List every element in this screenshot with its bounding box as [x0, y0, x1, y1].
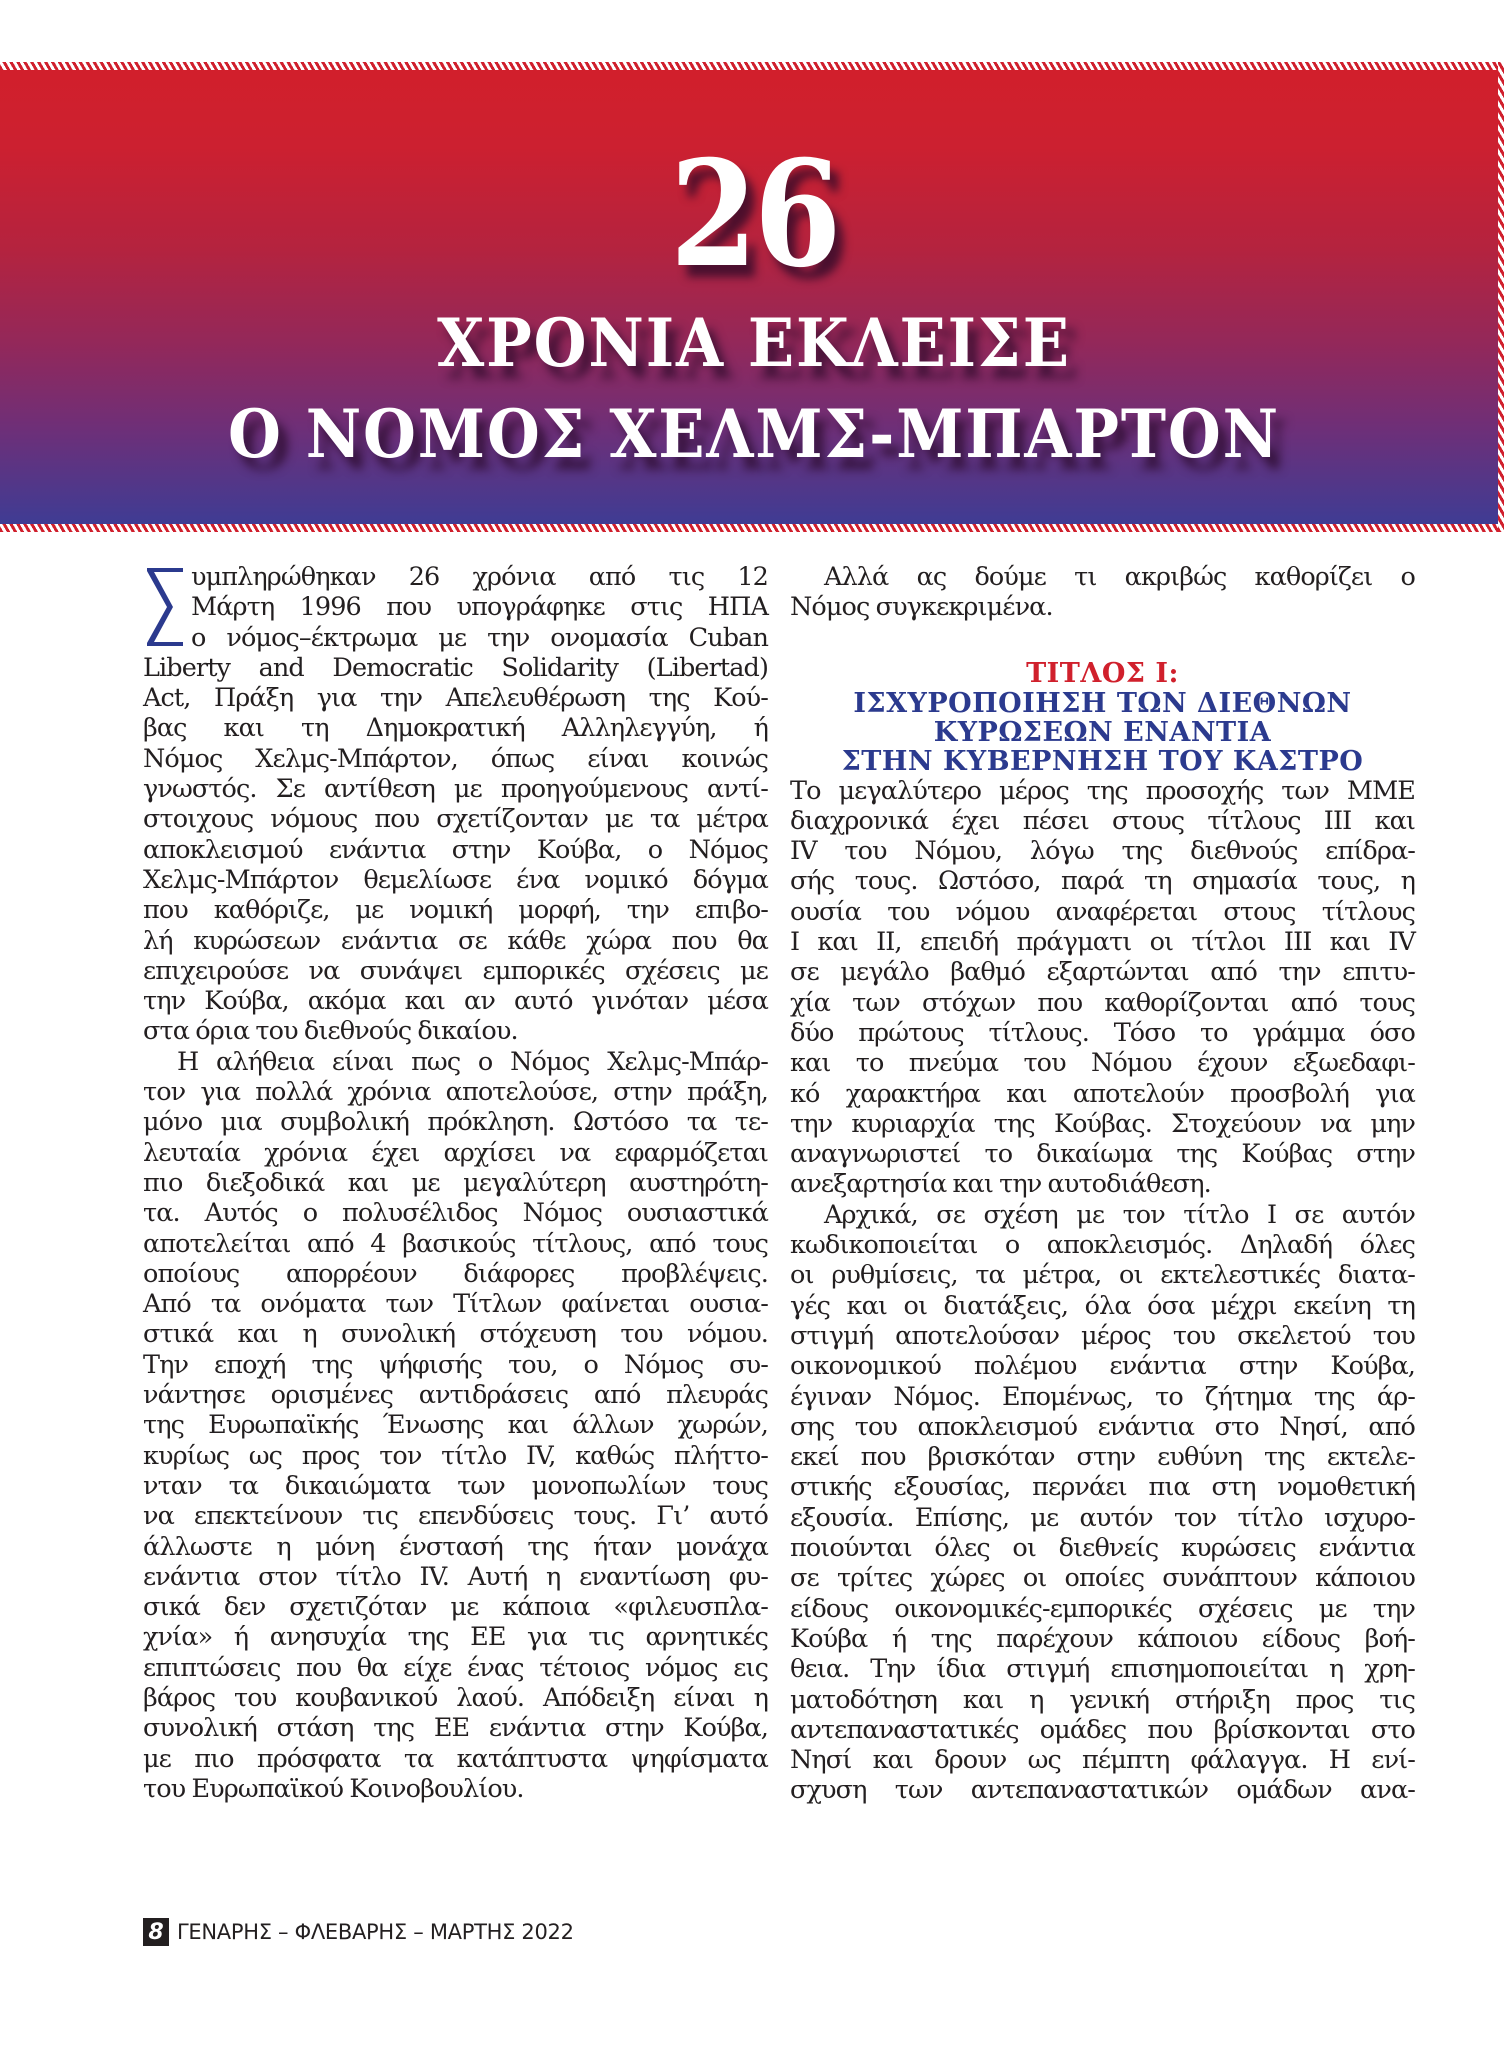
body-line: στικά και η συνολική στόχευση του νόμου.: [143, 1319, 768, 1350]
subheading-line: ΚΥΡΩΣΕΩΝ ΕΝΑΝΤΙΑ: [933, 716, 1272, 748]
body-line: Την εποχή της ψήφισής του, ο Νόμος συ-: [143, 1349, 768, 1380]
body-line: χνία» ή ανησυχία της ΕΕ για τις αρνητικές: [143, 1622, 768, 1653]
article-column-right: [790, 562, 1415, 1806]
body-line: Νησί και δρουν ως πέμπτη φάλαγγα. Η ενί-: [790, 1745, 1415, 1776]
body-line: Μάρτη 1996 που υπογράφηκε στις ΗΠΑ: [191, 592, 768, 623]
body-line: τον για πολλά χρόνια αποτελούσε, στην πράξη,: [143, 1077, 768, 1108]
body-line: Από τα ονόματα των Τίτλων φαίνεται ουσια-: [143, 1289, 768, 1320]
body-line: Liberty and Democratic Solidarity (Libertad): [143, 652, 768, 683]
body-line: μόνο μια συμβολική πρόκληση. Ωστόσο τα τε-: [143, 1107, 768, 1138]
body-line: με πιο πρόσφατα τα κατάπτυστα ψηφίσματα: [143, 1743, 768, 1774]
body-line: γνωστός. Σε αντίθεση με προηγούμενους αντί-: [143, 774, 768, 805]
body-line: σης του αποκλεισμού ενάντια στο Νησί, από: [790, 1411, 1415, 1442]
body-line: και το πνεύμα του Νόμου έχουν εξωεδαφι-: [790, 1048, 1415, 1079]
body-line: Το μεγαλύτερο μέρος της προσοχής των ΜΜΕ: [790, 775, 1415, 806]
page-number: 8: [143, 1918, 169, 1946]
body-line: στιγμή αποτελούσαν μέρος του σκελετού του: [790, 1320, 1415, 1351]
subheading-label: ΤΙΤΛΟΣ Ι:: [1026, 657, 1179, 689]
subheading-line: ΣΤΗΝ ΚΥΒΕΡΝΗΣΗ ΤΟΥ ΚΑΣΤΡΟ: [841, 745, 1364, 777]
issue-date: ΓΕΝΑΡΗΣ – ΦΛΕΒΑΡΗΣ – ΜΑΡΤΗΣ 2022: [177, 1920, 574, 1944]
body-line: σής τους. Ωστόσο, παρά τη σημασία τους, η: [790, 866, 1415, 897]
body-line: κυρίως ως προς τον τίτλο IV, καθώς πλήττο-: [143, 1440, 768, 1471]
body-line: αναγνωριστεί το δικαίωμα της Κούβας στην: [790, 1139, 1415, 1170]
body-line: οι ρυθμίσεις, τα μέτρα, οι εκτελεστικές διατα-: [790, 1260, 1415, 1291]
body-line: δύο πρώτους τίτλους. Τόσο το γράμμα όσο: [790, 1017, 1415, 1048]
body-line: οικονομικού πολέμου ενάντια στην Κούβα,: [790, 1351, 1415, 1382]
body-line: κό χαρακτήρα και αποτελούν προσβολή για: [790, 1078, 1415, 1109]
body-line: συνολική στάση της ΕΕ ενάντια στην Κούβα,: [143, 1713, 768, 1744]
body-line: εξουσία. Επίσης, με αυτόν τον τίτλο ισχυρο-: [790, 1502, 1415, 1533]
body-line: βάρος του κουβανικού λαού. Απόδειξη είναι η: [143, 1682, 768, 1713]
body-line: νταν τα δικαιώματα των μονοπωλίων τους: [143, 1470, 768, 1501]
body-line: ματοδότηση και η γενική στήριξη προς τις: [790, 1684, 1415, 1715]
body-line: I και II, επειδή πράγματι οι τίτλοι III και IV: [790, 927, 1415, 958]
body-line: γές και οι διατάξεις, όλα όσα μέχρι εκείνη τη: [790, 1290, 1415, 1321]
headline-line-1: ΧΡΟΝΙΑ ΕΚΛΕΙΣΕ: [437, 304, 1071, 382]
body-line: σχυση των αντεπαναστατικών ομάδων ανα-: [790, 1775, 1415, 1806]
body-line: πιο διεξοδικά και με μεγαλύτερη αυστηρότη-: [143, 1167, 768, 1198]
banner-hatched-edge-bottom: [0, 524, 1502, 532]
body-line: διαχρονικά έχει πέσει στους τίτλους III και: [790, 805, 1415, 836]
banner-hatched-edge-right: [1498, 62, 1504, 532]
body-line: αποτελείται από 4 βασικούς τίτλους, από τους: [143, 1228, 768, 1259]
body-line: Κούβα ή της παρέχουν κάποιου είδους βοή-: [790, 1623, 1415, 1654]
body-line: την κυριαρχία της Κούβας. Στοχεύουν να μην: [790, 1108, 1415, 1139]
body-line: χία των στόχων που καθορίζονται από τους: [790, 987, 1415, 1018]
article-column-left: [143, 562, 768, 1804]
headline-number: 26: [670, 129, 838, 300]
body-line: Αρχικά, σε σχέση με τον τίτλο I σε αυτόν: [824, 1199, 1415, 1230]
body-line: εκεί που βρισκόταν στην ευθύνη της εκτελε-: [790, 1442, 1415, 1473]
subheading-line: ΙΣΧΥΡΟΠΟΙΗΣΗ ΤΩΝ ΔΙΕΘΝΩΝ: [853, 687, 1352, 719]
body-line: επιπτώσεις που θα είχε ένας τέτοιος νόμος εις: [143, 1652, 768, 1683]
page-footer: [143, 1917, 574, 1947]
body-line: Act, Πράξη για την Απελευθέρωση της Κού-: [143, 683, 768, 714]
body-line: νάντησε ορισμένες αντιδράσεις από πλευράς: [143, 1380, 768, 1411]
body-line: λευταία χρόνια έχει αρχίσει να εφαρμόζεται: [143, 1137, 768, 1168]
body-line: που καθόριζε, με νομική μορφή, την επιβο-: [143, 895, 768, 926]
body-line: Χελμς-Μπάρτον θεμελίωσε ένα νομικό δόγμα: [143, 864, 768, 895]
body-line: βας και τη Δημοκρατική Αλληλεγγύη, ή: [143, 713, 768, 744]
body-line: είδους οικονομικές-εμπορικές σχέσεις με την: [790, 1593, 1415, 1624]
body-line: θεια. Την ίδια στιγμή επισημοποιείται η χρη-: [790, 1654, 1415, 1685]
body-line: της Ευρωπαϊκής Ένωσης και άλλων χωρών,: [143, 1410, 768, 1441]
body-line: αποκλεισμού ενάντια στην Κούβα, ο Νόμος: [143, 834, 768, 865]
intro-line: Αλλά ας δούμε τι ακριβώς καθορίζει ο: [824, 562, 1415, 592]
banner-hatched-edge-top: [0, 62, 1500, 70]
body-line: την Κούβα, ακόμα και αν αυτό γινόταν μέσα: [143, 986, 768, 1017]
headline-line-2: Ο ΝΟΜΟΣ ΧΕΛΜΣ-ΜΠΑΡΤΟΝ: [227, 395, 1280, 473]
body-line: του Ευρωπαϊκού Κοινοβουλίου.: [143, 1773, 524, 1804]
dropcap-sigma-icon: [143, 564, 187, 650]
body-line: σε τρίτες χώρες οι οποίες συνάπτουν κάποιου: [790, 1563, 1415, 1594]
body-line: IV του Νόμου, λόγω της διεθνούς επίδρα-: [790, 836, 1415, 867]
body-line: στικής εξουσίας, περνάει πια στη νομοθετική: [790, 1472, 1415, 1503]
body-line: ουσία του νόμου αναφέρεται στους τίτλους: [790, 896, 1415, 927]
body-line: να επεκτείνουν τις επενδύσεις τους. Γι’ αυτό: [143, 1501, 768, 1532]
body-line: άλλωστε η μόνη ένστασή της ήταν μονάχα: [143, 1531, 768, 1562]
body-line: Νόμος Χελμς-Μπάρτον, όπως είναι κοινώς: [143, 743, 768, 774]
body-line: ενάντια στον τίτλο IV. Αυτή η εναντίωση φυ-: [143, 1561, 768, 1592]
body-line: σικά δεν σχετιζόταν με κάποια «φιλευσπλα-: [143, 1592, 768, 1623]
body-line: ανεξαρτησία και την αυτοδιάθεση.: [790, 1169, 1211, 1200]
body-line: αντεπαναστατικές ομάδες που βρίσκονται στο: [790, 1714, 1415, 1745]
body-line: υμπληρώθηκαν 26 χρόνια από τις 12: [191, 562, 768, 592]
body-line: οποίους απορρέουν διάφορες προβλέψεις.: [143, 1258, 768, 1289]
body-line: λή κυρώσεων ενάντια σε κάθε χώρα που θα: [143, 925, 768, 956]
body-line: έγιναν Νόμος. Επομένως, το ζήτημα της άρ-: [790, 1381, 1415, 1412]
body-line: σε μεγάλο βαθμό εξαρτώνται από την επιτυ-: [790, 957, 1415, 988]
body-line: στοιχους νόμους που σχετίζονταν με τα μέτρα: [143, 804, 768, 835]
body-line: επιχειρούσε να συνάψει εμπορικές σχέσεις με: [143, 955, 768, 986]
body-line: ο νόμος–έκτρωμα με την ονομασία Cuban: [191, 622, 768, 653]
body-line: κωδικοποιείται ο αποκλεισμός. Δηλαδή όλες: [790, 1230, 1415, 1261]
intro-line: Νόμος συγκεκριμένα.: [790, 592, 1053, 623]
body-line: στα όρια του διεθνούς δικαίου.: [143, 1016, 518, 1047]
body-line: Η αλήθεια είναι πως ο Νόμος Χελμς-Μπάρ-: [177, 1046, 768, 1077]
body-line: ποιούνται όλες οι διεθνείς κυρώσεις ενάντια: [790, 1533, 1415, 1564]
body-line: τα. Αυτός ο πολυσέλιδος Νόμος ουσιαστικά: [143, 1198, 768, 1229]
